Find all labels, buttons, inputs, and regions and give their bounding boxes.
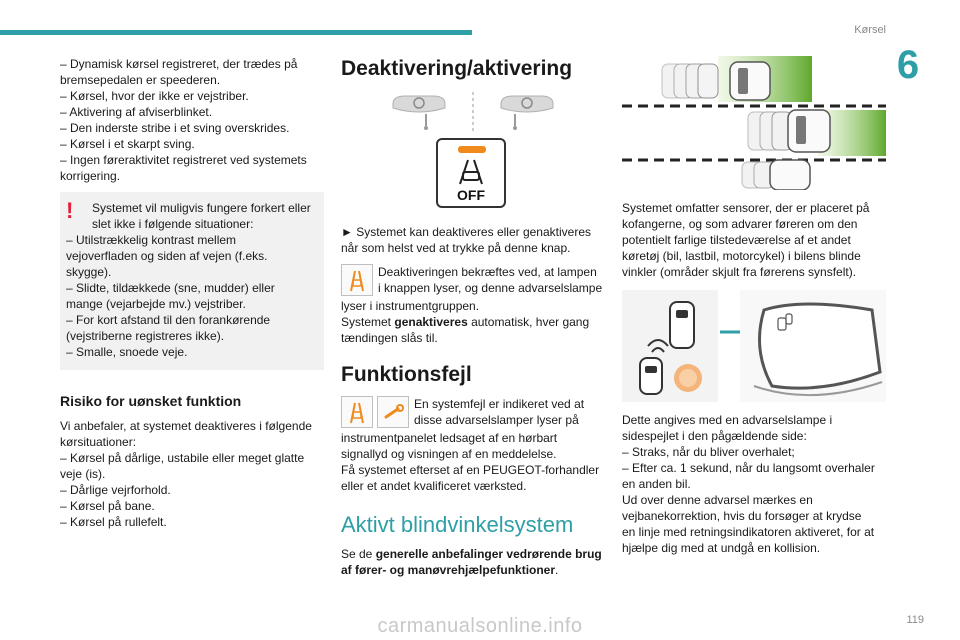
- warning-description: [622, 412, 886, 556]
- list-line: korrigering.: [60, 169, 121, 183]
- text-line: køretøj (bil, lastbil, motorcykel) i bilens blinde: [622, 249, 861, 263]
- side-mirror-icon: [760, 304, 881, 388]
- warning-head-line: Systemet vil muligvis fungere forkert eller: [92, 201, 311, 215]
- text-line: potentielt farlige tilstedeværelse af et andet: [622, 233, 851, 247]
- lane-warning-lamp-icon: [341, 396, 373, 428]
- warning-box: [60, 192, 324, 370]
- text-line: ► Systemet kan deaktiveres eller genaktiveres: [341, 225, 591, 239]
- lane-keep-off-button-icon[interactable]: [436, 138, 506, 208]
- column-middle: [341, 56, 605, 578]
- bold-text: af fører- og manøvrehjælpefunktioner: [341, 563, 556, 577]
- risk-heading: Risiko for uønsket funktion: [60, 393, 242, 409]
- steering-wheel-icon: [393, 96, 445, 130]
- list-line: – Kørsel i et skarpt sving.: [60, 137, 195, 151]
- list-line: – Kørsel på dårlige, ustabile eller meget glatte: [60, 451, 305, 465]
- list-line: – Dynamisk kørsel registreret, der trædes på: [60, 57, 298, 71]
- warning-exclamation-icon: !: [66, 198, 74, 223]
- blind-spot-heading: Aktivt blindvinkelsystem: [341, 512, 574, 537]
- warning-line: skygge).: [66, 265, 112, 279]
- text-line: eller et andet kvalificeret værksted.: [341, 479, 527, 493]
- section-label: Kørsel: [854, 24, 886, 36]
- text-line: sidespejlet i den pågældende side:: [622, 429, 807, 443]
- text-line: Få systemet efterset af en PEUGEOT-forhandler: [341, 463, 600, 477]
- bold-text: genaktiveres: [394, 315, 468, 329]
- text-line: Dette angives med en advarselslampe i: [622, 413, 833, 427]
- list-line: – Kørsel, hvor der ikke er vejstriber.: [60, 89, 249, 103]
- list-line: – Kørsel på bane.: [60, 499, 155, 513]
- warning-line: – Slidte, tildækkede (sne, mudder) eller: [66, 281, 275, 295]
- list-line: – Ingen føreraktivitet registreret ved systemets: [60, 153, 307, 167]
- warning-line: vejoverfladen og siden af vejen (f.eks.: [66, 249, 268, 263]
- watermark: carmanualsonline.info: [377, 615, 583, 637]
- lane-car-icon: [438, 156, 504, 186]
- overtaking-car-icon: [662, 62, 770, 100]
- list-line: – Dårlige vejrforhold.: [60, 483, 171, 497]
- deactivate-instruction: [341, 224, 605, 256]
- recommendation-line: [341, 546, 605, 562]
- steering-wheel-figure: [341, 90, 605, 136]
- text-fragment: automatisk, hver gang: [467, 315, 590, 329]
- text-line: vejbanekorrektion, hvis du forsøger at krydse: [622, 509, 862, 523]
- blind-spot-lanes-figure: [622, 56, 886, 190]
- warning-line: mange (vejarbejde mv.) vejstriber.: [66, 297, 246, 311]
- text-line: instrumentpanelet ledsaget af en hørbart: [341, 431, 558, 445]
- text-line: en linje med retningsindikatoren aktiveret, for at: [622, 525, 875, 539]
- own-car-icon: [748, 110, 830, 152]
- indicator-lamp-icon: [458, 146, 486, 153]
- text-line: når som helst ved at trykke på denne knap.: [341, 241, 571, 255]
- fault-heading: Funktionsfejl: [341, 363, 472, 386]
- text-line: disse advarselslamper lyser på: [414, 413, 579, 427]
- text-line: kofangerne, og som advarer føreren om den: [622, 217, 858, 231]
- slow-car-icon: [742, 160, 810, 190]
- deactivation-heading: Deaktivering/aktivering: [341, 57, 573, 80]
- list-line: – Aktivering af afviserblinket.: [60, 105, 213, 119]
- recommendation-line: [341, 562, 605, 578]
- warning-line: – For kort afstand til den forankørende: [66, 313, 271, 327]
- car-top-view-icon: [640, 358, 662, 394]
- warning-line: – Smalle, snoede veje.: [66, 345, 188, 359]
- column-right: [622, 56, 886, 556]
- text-line: – Straks, når du bliver overhalet;: [622, 445, 795, 459]
- wrench-service-icon: [377, 396, 409, 428]
- text-line: hjælpe dig med at undgå en kollision.: [622, 541, 821, 555]
- lane-warning-lamp-icon: [341, 264, 373, 296]
- list-line: – Den inderste stribe i et sving overskrides.: [60, 121, 290, 135]
- warning-line: (vejstriberne registreres ikke).: [66, 329, 225, 343]
- text-fragment: Systemet: [341, 315, 395, 329]
- text-fragment: Se de: [341, 547, 376, 561]
- warning-head-line: slet ikke i følgende situationer:: [92, 217, 254, 231]
- text-fragment: .: [555, 563, 559, 577]
- off-label: OFF: [457, 187, 485, 203]
- mirror-warning-figure: [622, 290, 886, 402]
- text-line: i knappen lyser, og denne advarselslampe: [378, 281, 603, 295]
- warning-line: – Utilstrækkelig kontrast mellem: [66, 233, 237, 247]
- text-line: lyser i instrumentgruppen.: [341, 299, 480, 313]
- text-line: en anden bil.: [622, 477, 691, 491]
- steering-wheel-icon: [501, 96, 553, 130]
- system-description: [622, 200, 886, 280]
- list-line: – Kørsel på rullefelt.: [60, 515, 167, 529]
- bold-text: generelle anbefalinger vedrørende brug: [375, 547, 602, 561]
- chapter-number: 6: [896, 43, 920, 87]
- text-line: tændingen slås til.: [341, 331, 438, 345]
- text-line: – Efter ca. 1 sekund, når du langsomt overhaler: [622, 461, 875, 475]
- list-line: veje (is).: [60, 467, 106, 481]
- column-left: [60, 56, 324, 530]
- off-button-figure: [341, 136, 605, 216]
- text-line: signallyd og visningen af en meddelelse.: [341, 447, 557, 461]
- page-number: 119: [906, 614, 924, 626]
- list-line: Vi anbefaler, at systemet deaktiveres i følgende: [60, 419, 312, 433]
- fault-paragraph: [341, 396, 605, 430]
- header-accent-bar: [0, 30, 472, 35]
- list-line: kørsituationer:: [60, 435, 137, 449]
- list-line: bremsepedalen er speederen.: [60, 73, 221, 87]
- confirmation-paragraph: [341, 264, 605, 298]
- text-line: Ud over denne advarsel mærkes en: [622, 493, 813, 507]
- conditions-list: [60, 56, 324, 184]
- text-line: Systemet omfatter sensorer, der er placeret på: [622, 201, 870, 215]
- risk-list: [60, 418, 324, 530]
- text-line: vinkler (områder skjult fra førerens synsfelt).: [622, 265, 857, 279]
- text-line: Deaktiveringen bekræftes ved, at lampen: [378, 265, 597, 279]
- car-top-view-icon: [670, 302, 694, 348]
- reactivation-line: [341, 314, 605, 330]
- text-line: En systemfejl er indikeret ved at: [414, 397, 585, 411]
